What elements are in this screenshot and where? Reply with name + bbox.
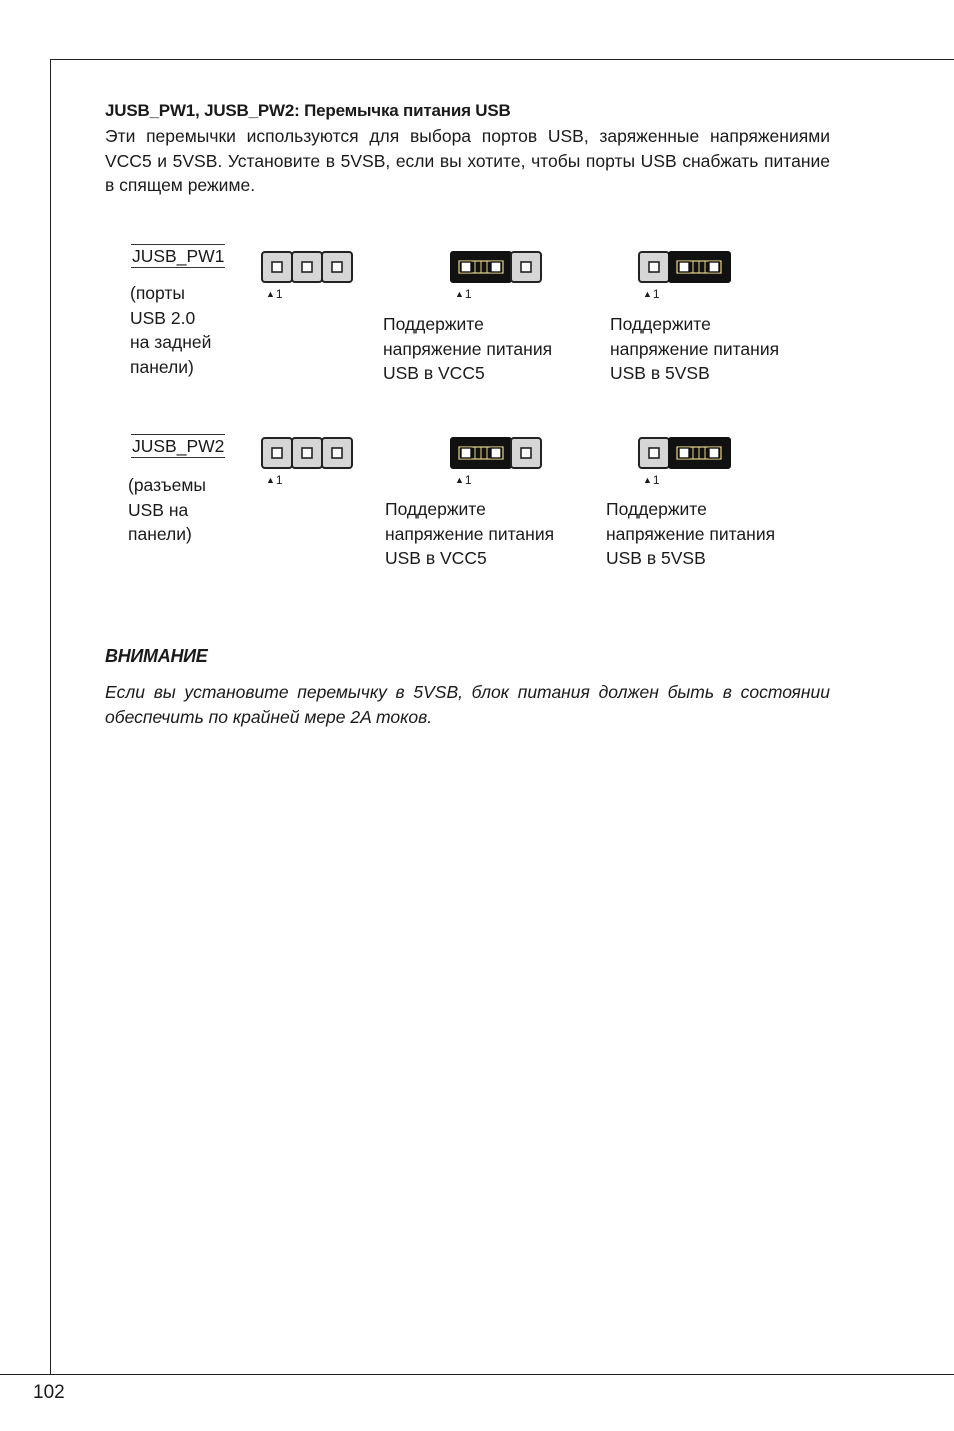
desc-line: напряжение питания	[383, 338, 553, 359]
page-frame-left-rule	[50, 59, 51, 1375]
caption-line: панели)	[130, 356, 194, 377]
jumper-cap-pins-1-2-diagram	[450, 251, 543, 283]
desc-line: USB в 5VSB	[610, 363, 710, 383]
desc-line: напряжение питания	[610, 338, 780, 359]
desc-line: Поддержите	[610, 314, 711, 334]
vcc5-description	[385, 497, 554, 571]
pin1-triangle-icon: ▲	[455, 475, 464, 485]
section-body: Эти перемычки используются для выбора портов USB, заряженные напряжениями VCC5 и 5VSB. Установите в 5VSB, если вы хотите, чтобы порты USB снабжать питание в спящем режиме.	[105, 126, 830, 195]
jumper-label-jusb-pw1: JUSB_PW1	[132, 246, 225, 266]
pin1-marker	[266, 474, 283, 486]
pin1-marker	[455, 474, 472, 486]
pin1-triangle-icon: ▲	[643, 289, 652, 299]
caption-line: USB на	[128, 499, 189, 520]
pin1-label: 1	[652, 287, 660, 301]
desc-line: Поддержите	[606, 499, 707, 519]
note-title: ВНИМАНИЕ	[105, 646, 208, 666]
jumper-cap-pins-2-3-diagram	[638, 437, 731, 469]
page-frame-top-rule	[50, 59, 954, 60]
desc-line: USB в VCC5	[385, 548, 487, 568]
section-title: JUSB_PW1, JUSB_PW2: Перемычка питания USB	[105, 101, 511, 120]
caption-line: панели)	[128, 524, 192, 544]
jumper-label-jusb-pw2: JUSB_PW2	[132, 436, 225, 456]
pin1-triangle-icon: ▲	[643, 475, 652, 485]
page-number: 102	[33, 1382, 65, 1403]
pin1-marker	[266, 288, 283, 300]
desc-line: Поддержите	[385, 499, 486, 519]
pin1-label: 1	[275, 473, 283, 487]
caption-line: на задней	[130, 332, 212, 352]
jumper-cap-pins-1-2-diagram	[450, 437, 543, 469]
page-frame-bottom-rule	[0, 1374, 954, 1375]
5vsb-description	[606, 497, 775, 571]
desc-line: USB в 5VSB	[606, 548, 706, 568]
jumper-cap-pins-2-3-diagram	[638, 251, 731, 283]
desc-line: напряжение питания	[385, 523, 555, 544]
desc-line: напряжение питания	[606, 523, 776, 544]
pin1-label: 1	[464, 287, 472, 301]
pin1-marker	[643, 474, 660, 486]
desc-line: USB в VCC5	[383, 363, 485, 383]
pin1-label: 1	[275, 287, 283, 301]
pin1-marker	[455, 288, 472, 300]
jumper-open-diagram	[261, 251, 354, 283]
pin1-triangle-icon: ▲	[266, 289, 275, 299]
pin1-label: 1	[464, 473, 472, 487]
pin1-marker	[643, 288, 660, 300]
caption-line: USB 2.0	[130, 307, 196, 328]
vcc5-description	[383, 312, 552, 386]
jumper-caption-jusb-pw1	[130, 281, 211, 379]
jumper-caption-jusb-pw2	[128, 473, 206, 547]
note-text: Если вы установите перемычку в 5VSB, блок питания должен быть в состоянии обеспечить по крайней мере 2A токов.	[105, 682, 830, 727]
pin1-label: 1	[652, 473, 660, 487]
pin1-triangle-icon: ▲	[455, 289, 464, 299]
pin1-triangle-icon: ▲	[266, 475, 275, 485]
caption-line: (разъемы	[128, 475, 207, 495]
desc-line: Поддержите	[383, 314, 484, 334]
caption-line: (порты	[130, 283, 185, 303]
5vsb-description	[610, 312, 779, 386]
jumper-open-diagram	[261, 437, 354, 469]
